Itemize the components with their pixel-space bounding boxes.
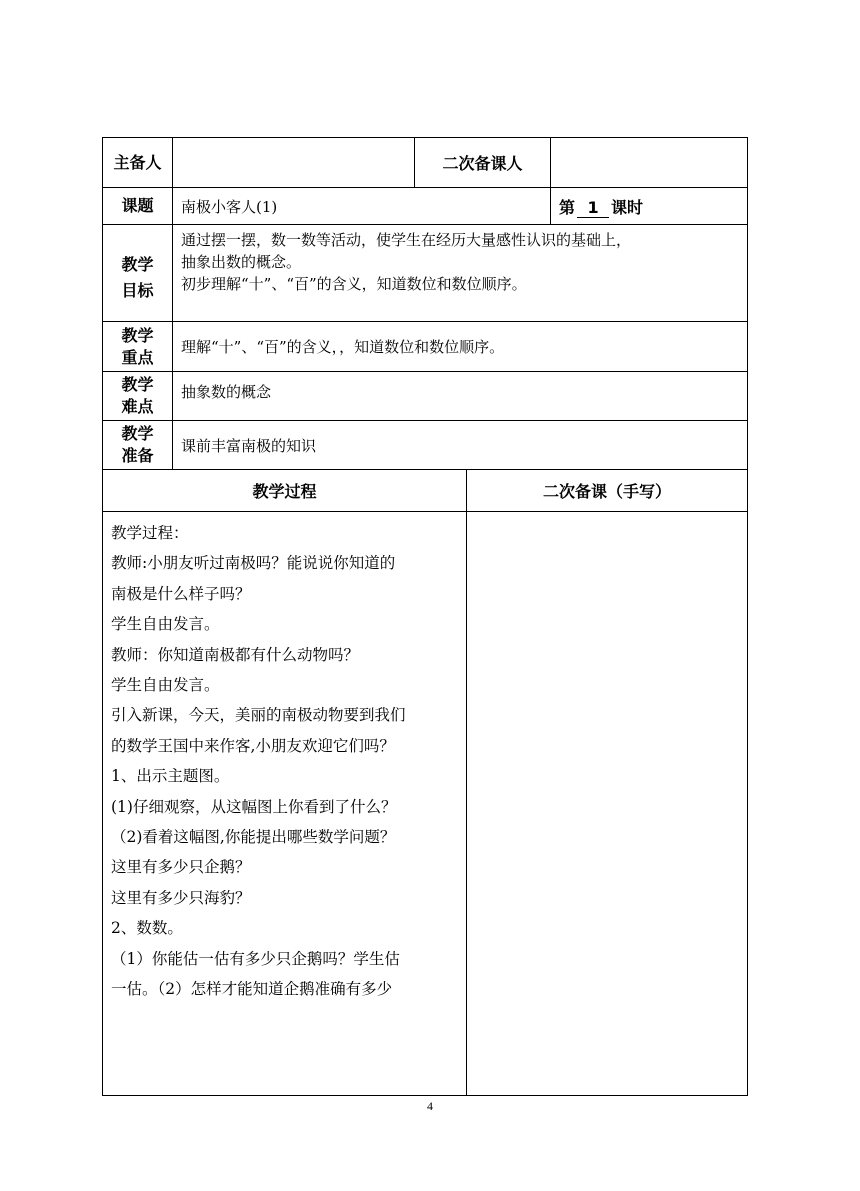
- process-line: 1、出示主题图。: [111, 767, 230, 786]
- key-point-row: [103, 322, 748, 372]
- process-line: 教师：你知道南极都有什么动物吗？: [111, 645, 360, 664]
- preparation-value: 课前丰富南极的知识: [173, 421, 748, 470]
- process-line: 教师:小朋友听过南极吗？能说说你知道的: [111, 554, 396, 573]
- preparer-row: [103, 138, 748, 188]
- process-content: [103, 512, 467, 1096]
- goal-row: [103, 225, 748, 322]
- second-prep-header: 二次备课（手写）: [467, 470, 748, 512]
- preparation-label: 教学准备: [103, 421, 173, 470]
- period-suffix: 课时: [611, 197, 644, 217]
- process-body-row: [103, 512, 748, 1096]
- process-line: 南极是什么样子吗？: [111, 584, 251, 603]
- process-line: 2、数数。: [111, 919, 183, 938]
- period-cell: [551, 188, 748, 225]
- preparation-row: [103, 421, 748, 470]
- goal-line: 抽象出数的概念。: [181, 253, 302, 271]
- process-line: 教学过程：: [111, 524, 189, 542]
- second-preparer-label: 二次备课人: [415, 138, 551, 188]
- preparer-label: 主备人: [103, 138, 173, 188]
- process-line: （1）你能估一估有多少只企鹅吗？学生估: [111, 949, 400, 968]
- difficulty-row: [103, 372, 748, 421]
- process-line: 的数学王国中来作客,小朋友欢迎它们吗？: [111, 736, 395, 755]
- goal-line: 通过摆一摆，数一数等活动，使学生在经历大量感性认识的基础上，: [181, 231, 632, 249]
- process-table: [102, 469, 748, 1096]
- goal-line: 初步理解“十”、“百”的含义，知道数位和数位顺序。: [181, 275, 527, 293]
- lesson-info-table: [102, 137, 748, 470]
- difficulty-value: 抽象数的概念: [173, 372, 748, 421]
- process-line: 引入新课，今天，美丽的南极动物要到我们: [111, 706, 406, 725]
- process-line: 学生自由发言。: [111, 676, 220, 695]
- process-line: 学生自由发言。: [111, 615, 220, 634]
- preparer-value[interactable]: [173, 138, 415, 188]
- process-line: 一估。（2）怎样才能知道企鹅准确有多少: [111, 980, 393, 999]
- process-header: 教学过程: [103, 470, 467, 512]
- process-header-row: [103, 470, 748, 512]
- period-prefix: 第: [559, 197, 576, 217]
- second-preparer-value[interactable]: [551, 138, 748, 188]
- handwritten-notes[interactable]: [467, 512, 748, 1096]
- key-point-value: 理解“十”、“百”的含义，，知道数位和数位顺序。: [173, 322, 748, 372]
- goal-value: [173, 225, 748, 322]
- topic-value: 南极小客人(1): [173, 188, 551, 225]
- topic-row: [103, 188, 748, 225]
- goal-label: 教学目标: [103, 225, 173, 322]
- process-line: （2)看着这幅图,你能提出哪些数学问题？: [111, 828, 396, 847]
- topic-label: 课题: [103, 188, 173, 225]
- period-number: 1: [577, 198, 609, 218]
- difficulty-label: 教学难点: [103, 372, 173, 421]
- lesson-plan-form: [102, 137, 747, 1096]
- process-line: (1)仔细观察，从这幅图上你看到了什么？: [111, 797, 397, 816]
- key-point-label: 教学重点: [103, 322, 173, 372]
- process-line: 这里有多少只企鹅？: [111, 858, 251, 877]
- page-number: 4: [427, 1099, 433, 1113]
- process-line: 这里有多少只海豹？: [111, 888, 251, 907]
